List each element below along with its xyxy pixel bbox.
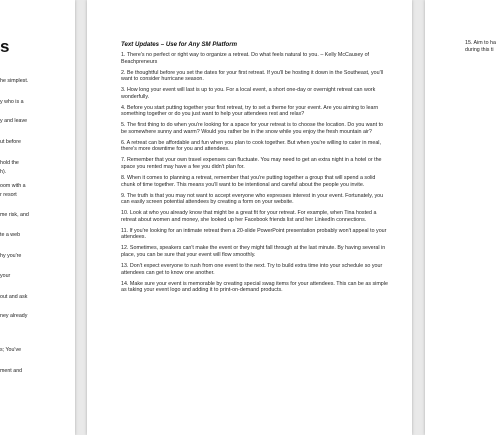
list-item: 13. Don't expect everyone to rush from one event to the next. Try to build extra time into your schedule so your attendees can get to know one another. <box>121 262 383 276</box>
left-page-line: he simplest. <box>0 78 29 84</box>
left-page-line: h). <box>0 169 7 175</box>
list-item: 2. Be thoughtful before you set the dates for your first retreat. If you'll be hosting it down in the Southeast, you'll want to consider hurricane season. <box>121 69 383 83</box>
right-page-line: during this ti <box>465 47 494 53</box>
list-item: 7. Remember that your own travel expenses can fluctuate. You may need to get an extra night in a hotel or the space you rented may have a fee you didn't plan for. <box>121 157 382 171</box>
left-page-line: me risk, and <box>0 212 29 218</box>
left-page-line: hy you're <box>0 253 22 259</box>
left-page-line: s; You've <box>0 347 22 353</box>
left-page-line: your <box>0 273 11 279</box>
left-page-line: ut before <box>0 139 21 145</box>
next-page <box>425 0 500 435</box>
list-item: 14. Make sure your event is memorable by creating special swag items for your attendees. This can be as simple as taking your event logo and adding it to print-on-demand products. <box>121 280 388 294</box>
left-page-line: y and leave <box>0 118 28 124</box>
list-item: 4. Before you start putting together your first retreat, try to set a theme for your event. Are you aiming to learn something together or do you just want to help your attendees rest and relax? <box>121 104 379 118</box>
left-page-line: r resort <box>0 192 17 198</box>
list-item: 5. The first thing to do when you're looking for a space for your retreat is to choose the location. Do you want to be somewhere sunny and warm? Would you rather be in the snow while you enjoy the fresh mountain air? <box>121 122 384 135</box>
left-page-line: ment and <box>0 368 23 374</box>
left-page-line: out and ask <box>0 294 28 300</box>
left-page-line: y who is a <box>0 99 24 105</box>
tips-list <box>121 52 389 298</box>
previous-page <box>0 0 75 435</box>
left-page-line: hold the <box>0 160 19 166</box>
list-item: 11. If you're looking for an intimate retreat then a 20-slide PowerPoint presentation probably won't appeal to your attendees. <box>121 227 387 241</box>
list-item: 3. How long your event will last is up to you. For a local event, a short one-day or overnight retreat can work wonderfully. <box>121 87 376 100</box>
list-item: 1. There's no perfect or right way to organize a retreat. Do what feels natural to you. – Kelly McCausey of Beachpreneurs <box>121 52 370 65</box>
list-item: 10. Look at who you already know that might be a great fit for your retreat. For example, when Tina hosted a retreat about women and money, she looked up her Facebook friends list and her LinkedIn connections. <box>121 210 377 223</box>
right-page-line: 15. Aim to ha <box>465 40 496 46</box>
list-item: 6. A retreat can be affordable and fun when you plan to cook together. But when you're willing to cater in meal, there's more downtime for you and attendees. <box>121 139 381 153</box>
left-page-line: ney already <box>0 313 28 319</box>
left-page-line: te a web <box>0 232 21 238</box>
page-title: Text Updates – Use for Any SM Platform <box>121 41 238 48</box>
left-page-line: oom with a <box>0 183 26 189</box>
current-page <box>87 0 412 435</box>
list-item: 9. The truth is that you may not want to accept everyone who expresses interest in your event. Fortunately, you can easily screen potential attendees by creating a form on your website. <box>121 192 384 206</box>
list-item: 12. Sometimes, speakers can't make the event or they might fall through at the last minute. By having several in place, you can be sure that your event will flow smoothly. <box>121 245 386 258</box>
list-item: 8. When it comes to planning a retreat, remember that you're putting together a group that will spend a solid chunk of time together. This means you'll want to be intentional and careful about the people you invite. <box>121 175 376 188</box>
left-page-heading: s <box>0 37 10 56</box>
